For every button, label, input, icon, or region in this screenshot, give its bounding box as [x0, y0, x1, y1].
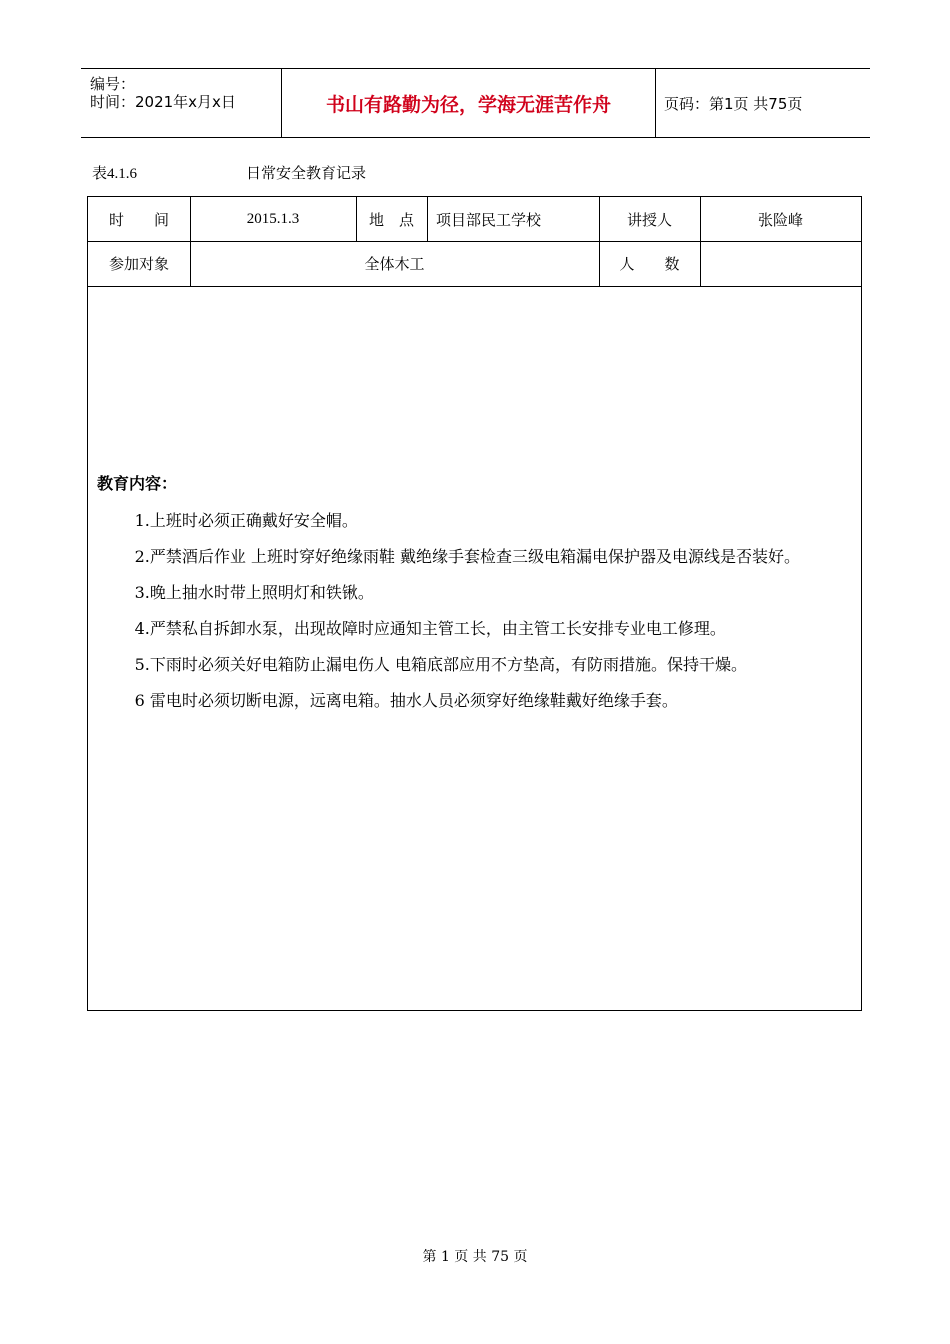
count-label: 人 数 [619, 255, 680, 273]
header-page-info: 页码：第1页 共75页 [664, 94, 803, 113]
content-item: 2.严禁酒后作业 上班时穿好绝缘雨鞋 戴绝缘手套检查三级电箱漏电保护器及电源线是否装好。 [134, 547, 801, 566]
participants-label: 参加对象 [108, 255, 169, 273]
time-value: 2015.1.3 [246, 210, 300, 227]
header-date: 时间：2021年x月x日 [90, 93, 236, 111]
page-footer: 第 1 页 共 75 页 [422, 1249, 528, 1265]
content-item: 5.下雨时必须关好电箱防止漏电伤人 电箱底部应用不方垫高，有防雨措施。保持干燥。 [134, 655, 747, 674]
doc-number-label: 编号： [90, 75, 136, 93]
table-title: 日常安全教育记录 [246, 164, 367, 182]
lecturer-value: 张险峰 [757, 210, 803, 229]
page-header [81, 68, 870, 138]
content-title: 教育内容： [97, 474, 178, 493]
content-item: 1.上班时必须正确戴好安全帽。 [134, 511, 358, 530]
header-slogan: 书山有路勤为径，学海无涯苦作舟 [281, 69, 656, 137]
education-content [97, 471, 847, 724]
place-value: 项目部民工学校 [436, 210, 542, 229]
place-label: 地 点 [368, 210, 414, 229]
count-value [700, 241, 861, 286]
header-meta [81, 69, 281, 137]
participants-value: 全体木工 [364, 255, 425, 273]
content-item: 4.严禁私自拆卸水泵，出现故障时应通知主管工长，由主管工长安排专业电工修理。 [134, 619, 726, 638]
lecturer-label: 讲授人 [626, 210, 672, 229]
content-item: 3.晚上抽水时带上照明灯和铁锹。 [134, 583, 374, 602]
row-divider [88, 286, 861, 287]
table-number: 表4.1.6 [92, 166, 138, 182]
content-item: 6 雷电时必须切断电源，远离电箱。抽水人员必须穿好绝缘鞋戴好绝缘手套。 [134, 691, 678, 710]
column-divider [427, 197, 428, 241]
time-label: 时 间 [108, 210, 169, 229]
safety-education-form [87, 196, 862, 1011]
